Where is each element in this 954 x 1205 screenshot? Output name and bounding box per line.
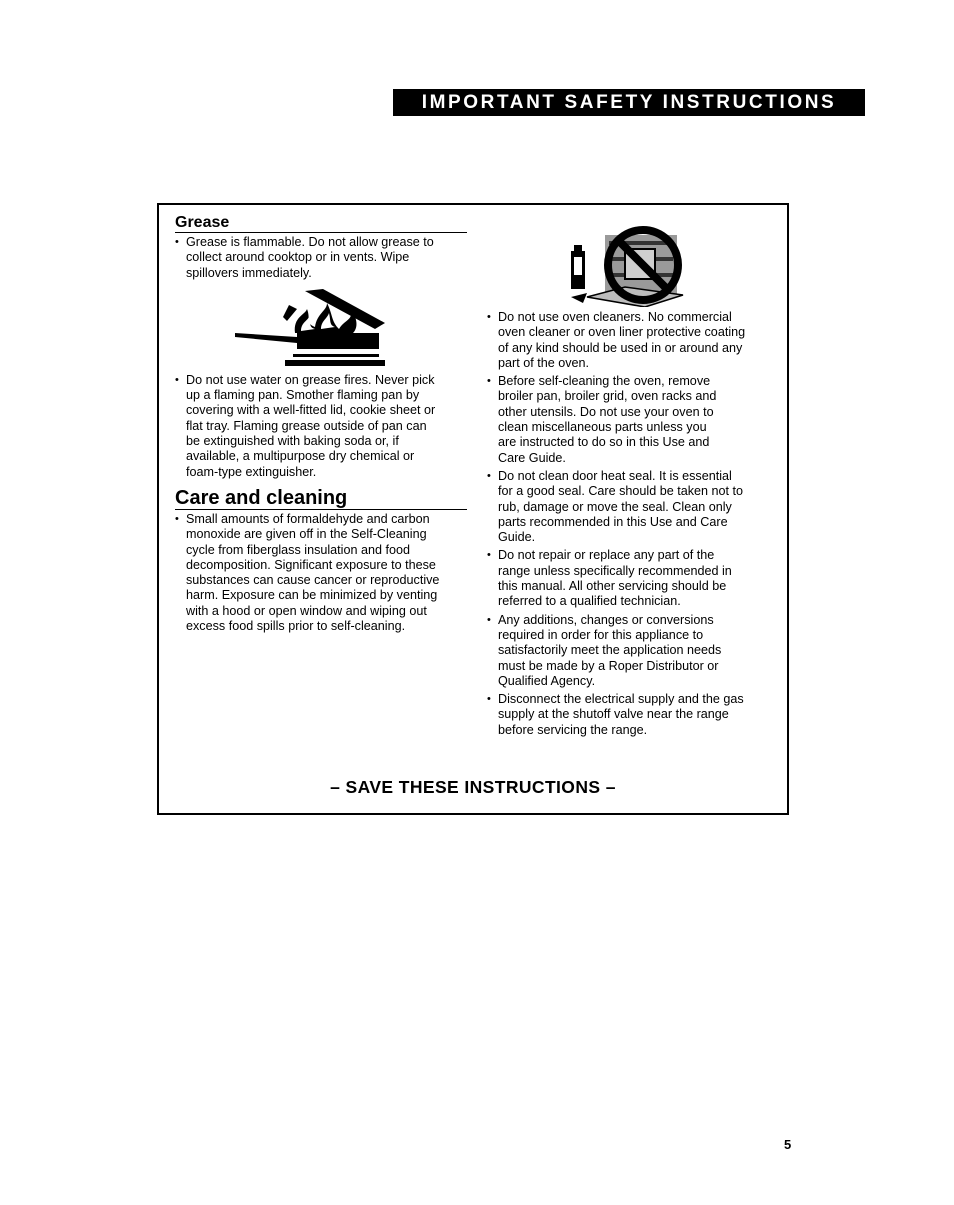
oven-bullet-3: • Do not clean door heat seal. It is essential for a good seal. Care should be taken not to rub, damage or move the seal. Clean only parts recommended in this Use and Care Guide. [487, 469, 777, 545]
right-column [487, 205, 777, 738]
save-instructions-footer: – SAVE THESE INSTRUCTIONS – [330, 777, 616, 797]
oven-bullet-6: • Disconnect the electrical supply and the gas supply at the shutoff valve near the range before servicing the range. [487, 692, 777, 738]
page-header-title: IMPORTANT SAFETY INSTRUCTIONS [393, 89, 865, 116]
grease-heading: Grease [175, 213, 467, 233]
page-number: 5 [784, 1137, 792, 1152]
oven-bullet-1: • Do not use oven cleaners. No commercial oven cleaner or oven liner protective coating of any kind should be used in or around any part of the oven. [487, 310, 777, 371]
left-column [175, 213, 467, 634]
safety-box [157, 203, 789, 815]
grease-fire-pan-illustration [235, 287, 385, 371]
grease-bullet-2: • Do not use water on grease fires. Never pick up a flaming pan. Smother flaming pan by covering with a well-fitted lid, cookie sheet or flat tray. Flaming grease outside of pan can be extinguished with baking soda or, if available, a multipurpose dry chemical or foam-type extinguisher. [175, 373, 467, 480]
oven-bullet-2: • Before self-cleaning the oven, remove broiler pan, broiler grid, oven racks and other utensils. Do not use your oven to clean miscellaneous parts unless you are instructed to do so in this Use and Care Guide. [487, 374, 777, 466]
grease-bullet-1: • Grease is flammable. Do not allow grease to collect around cooktop or in vents. Wipe spillovers immediately. [175, 235, 467, 281]
oven-bullet-5: • Any additions, changes or conversions required in order for this appliance to satisfactorily meet the application needs must be made by a Roper Distributor or Qualified Agency. [487, 613, 777, 689]
no-oven-cleaner-illustration [565, 223, 691, 307]
care-bullet-1: • Small amounts of formaldehyde and carbon monoxide are given off in the Self-Cleaning cycle from fiberglass insulation and food decomposition. Significant exposure to these substances can cause cancer or reproductive harm. Exposure can be minimized by venting with a hood or open window and wiping out excess food spills prior to self-cleaning. [175, 512, 467, 634]
oven-bullet-4: • Do not repair or replace any part of the range unless specifically recommended in this manual. All other servicing should be referred to a qualified technician. [487, 548, 777, 609]
care-cleaning-heading: Care and cleaning [175, 487, 467, 510]
